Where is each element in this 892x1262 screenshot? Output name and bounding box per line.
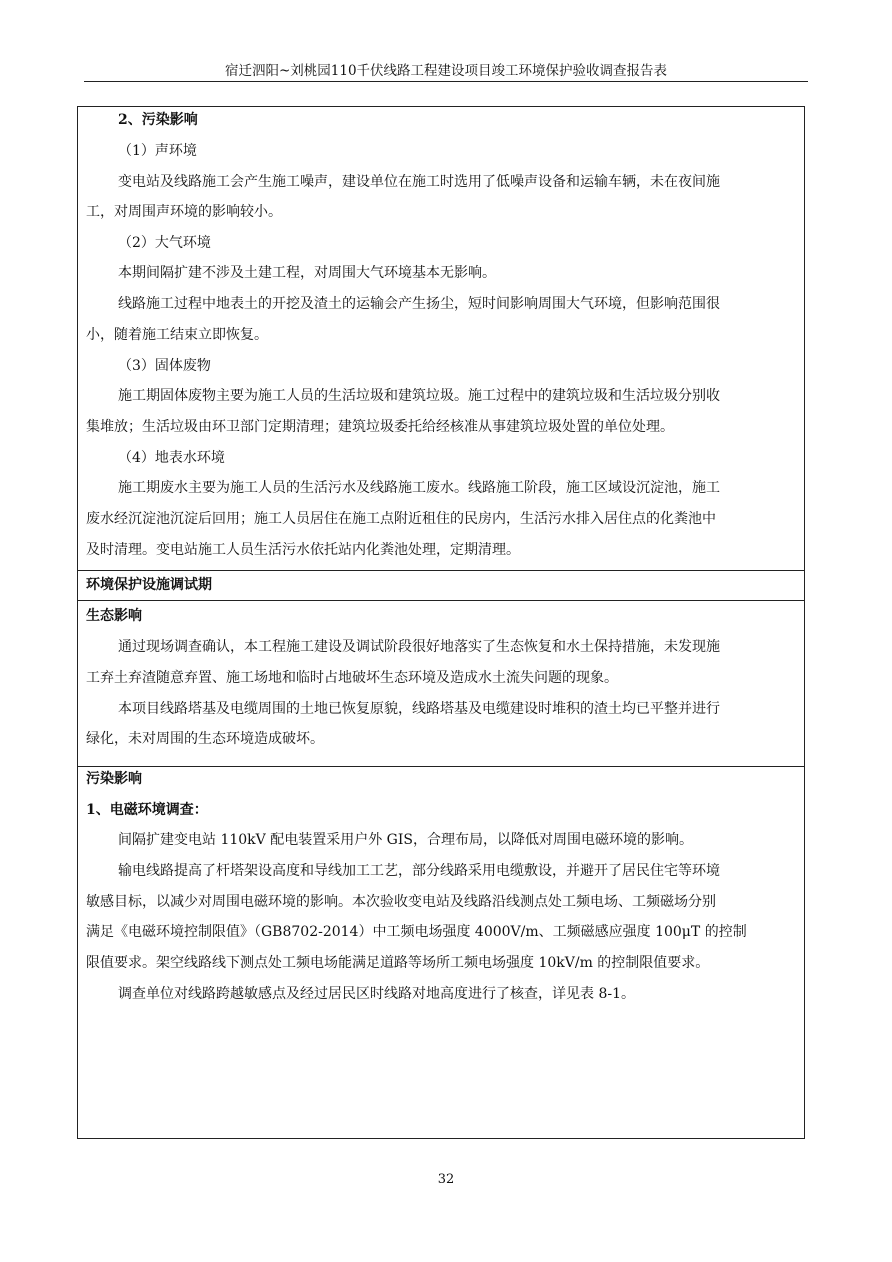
sound-line-2: 工，对周围声环境的影响较小。 bbox=[86, 204, 282, 220]
construction-pollution-cell bbox=[78, 107, 804, 570]
air-paragraph-2-line-1: 线路施工过程中地表土的开挖及渣土的运输会产生扬尘，短时间影响周围大气环境，但影响范围很 bbox=[118, 296, 720, 312]
eco-impact-cell bbox=[78, 600, 804, 766]
surface-water-line-3: 及时清理。变电站施工人员生活污水依托站内化粪池处理，定期清理。 bbox=[86, 542, 520, 558]
em-paragraph-3: 调查单位对线路跨越敏感点及经过居民区时线路对地高度进行了核查，详见表 8-1。 bbox=[118, 986, 635, 1002]
em-pollution-cell bbox=[78, 766, 804, 1138]
debug-period-title: 环境保护设施调试期 bbox=[86, 577, 212, 593]
surface-water-line-2: 废水经沉淀池沉淀后回用；施工人员居住在施工点附近租住的民房内，生活污水排入居住点的化粪池中 bbox=[86, 511, 716, 527]
report-table bbox=[77, 106, 805, 1139]
eco-paragraph-1-line-2: 工弃土弃渣随意弃置、施工场地和临时占地破坏生态环境及造成水土流失问题的现象。 bbox=[86, 670, 618, 686]
solid-waste-line-1: 施工期固体废物主要为施工人员的生活垃圾和建筑垃圾。施工过程中的建筑垃圾和生活垃圾分别收 bbox=[118, 388, 720, 404]
solid-waste-heading: （3）固体废物 bbox=[118, 358, 211, 374]
eco-paragraph-2-line-2: 绿化，未对周围的生态环境造成破坏。 bbox=[86, 731, 324, 747]
air-paragraph-2-line-2: 小，随着施工结束立即恢复。 bbox=[86, 327, 268, 343]
air-paragraph-1: 本期间隔扩建不涉及土建工程，对周围大气环境基本无影响。 bbox=[118, 265, 496, 281]
em-paragraph-2-line-3: 满足《电磁环境控制限值》（GB8702-2014）中工频电场强度 4000V/m、工频磁感应强度 100μT 的控制 bbox=[86, 924, 747, 940]
em-paragraph-2-line-4: 限值要求。架空线路线下测点处工频电场能满足道路等场所工频电场强度 10kV/m 的控制限值要求。 bbox=[86, 955, 710, 971]
debug-period-cell bbox=[78, 570, 804, 600]
sound-heading: （1）声环境 bbox=[118, 143, 197, 159]
surface-water-line-1: 施工期废水主要为施工人员的生活污水及线路施工废水。线路施工阶段，施工区域设沉淀池，施工 bbox=[118, 480, 720, 496]
solid-waste-line-2: 集堆放；生活垃圾由环卫部门定期清理；建筑垃圾委托给经核准从事建筑垃圾处置的单位处理。 bbox=[86, 419, 674, 435]
sound-line-1: 变电站及线路施工会产生施工噪声，建设单位在施工时选用了低噪声设备和运输车辆，未在夜间施 bbox=[118, 174, 720, 190]
em-survey-subheading: 1、电磁环境调查： bbox=[86, 802, 208, 818]
em-pollution-heading: 污染影响 bbox=[86, 771, 142, 787]
pollution-impact-heading: 2、污染影响 bbox=[118, 112, 198, 128]
eco-paragraph-1-line-1: 通过现场调查确认，本工程施工建设及调试阶段很好地落实了生态恢复和水土保持措施，未发现施 bbox=[118, 639, 720, 655]
em-paragraph-2-line-2: 敏感目标，以减少对周围电磁环境的影响。本次验收变电站及线路沿线测点处工频电场、工频磁场分别 bbox=[86, 894, 716, 910]
header-divider bbox=[84, 81, 808, 82]
eco-paragraph-2-line-1: 本项目线路塔基及电缆周围的土地已恢复原貌，线路塔基及电缆建设时堆积的渣土均已平整并进行 bbox=[118, 701, 720, 717]
em-paragraph-2-line-1: 输电线路提高了杆塔架设高度和导线加工工艺，部分线路采用电缆敷设，并避开了居民住宅等环境 bbox=[118, 863, 720, 879]
air-heading: （2）大气环境 bbox=[118, 235, 211, 251]
document-header-title: 宿迁泗阳~刘桃园110千伏线路工程建设项目竣工环境保护验收调查报告表 bbox=[224, 63, 668, 79]
eco-impact-heading: 生态影响 bbox=[86, 608, 142, 624]
page-number: 32 bbox=[437, 1172, 455, 1187]
surface-water-heading: （4）地表水环境 bbox=[118, 450, 225, 466]
em-paragraph-1: 间隔扩建变电站 110kV 配电装置采用户外 GIS，合理布局，以降低对周围电磁环境的影响。 bbox=[118, 832, 693, 848]
